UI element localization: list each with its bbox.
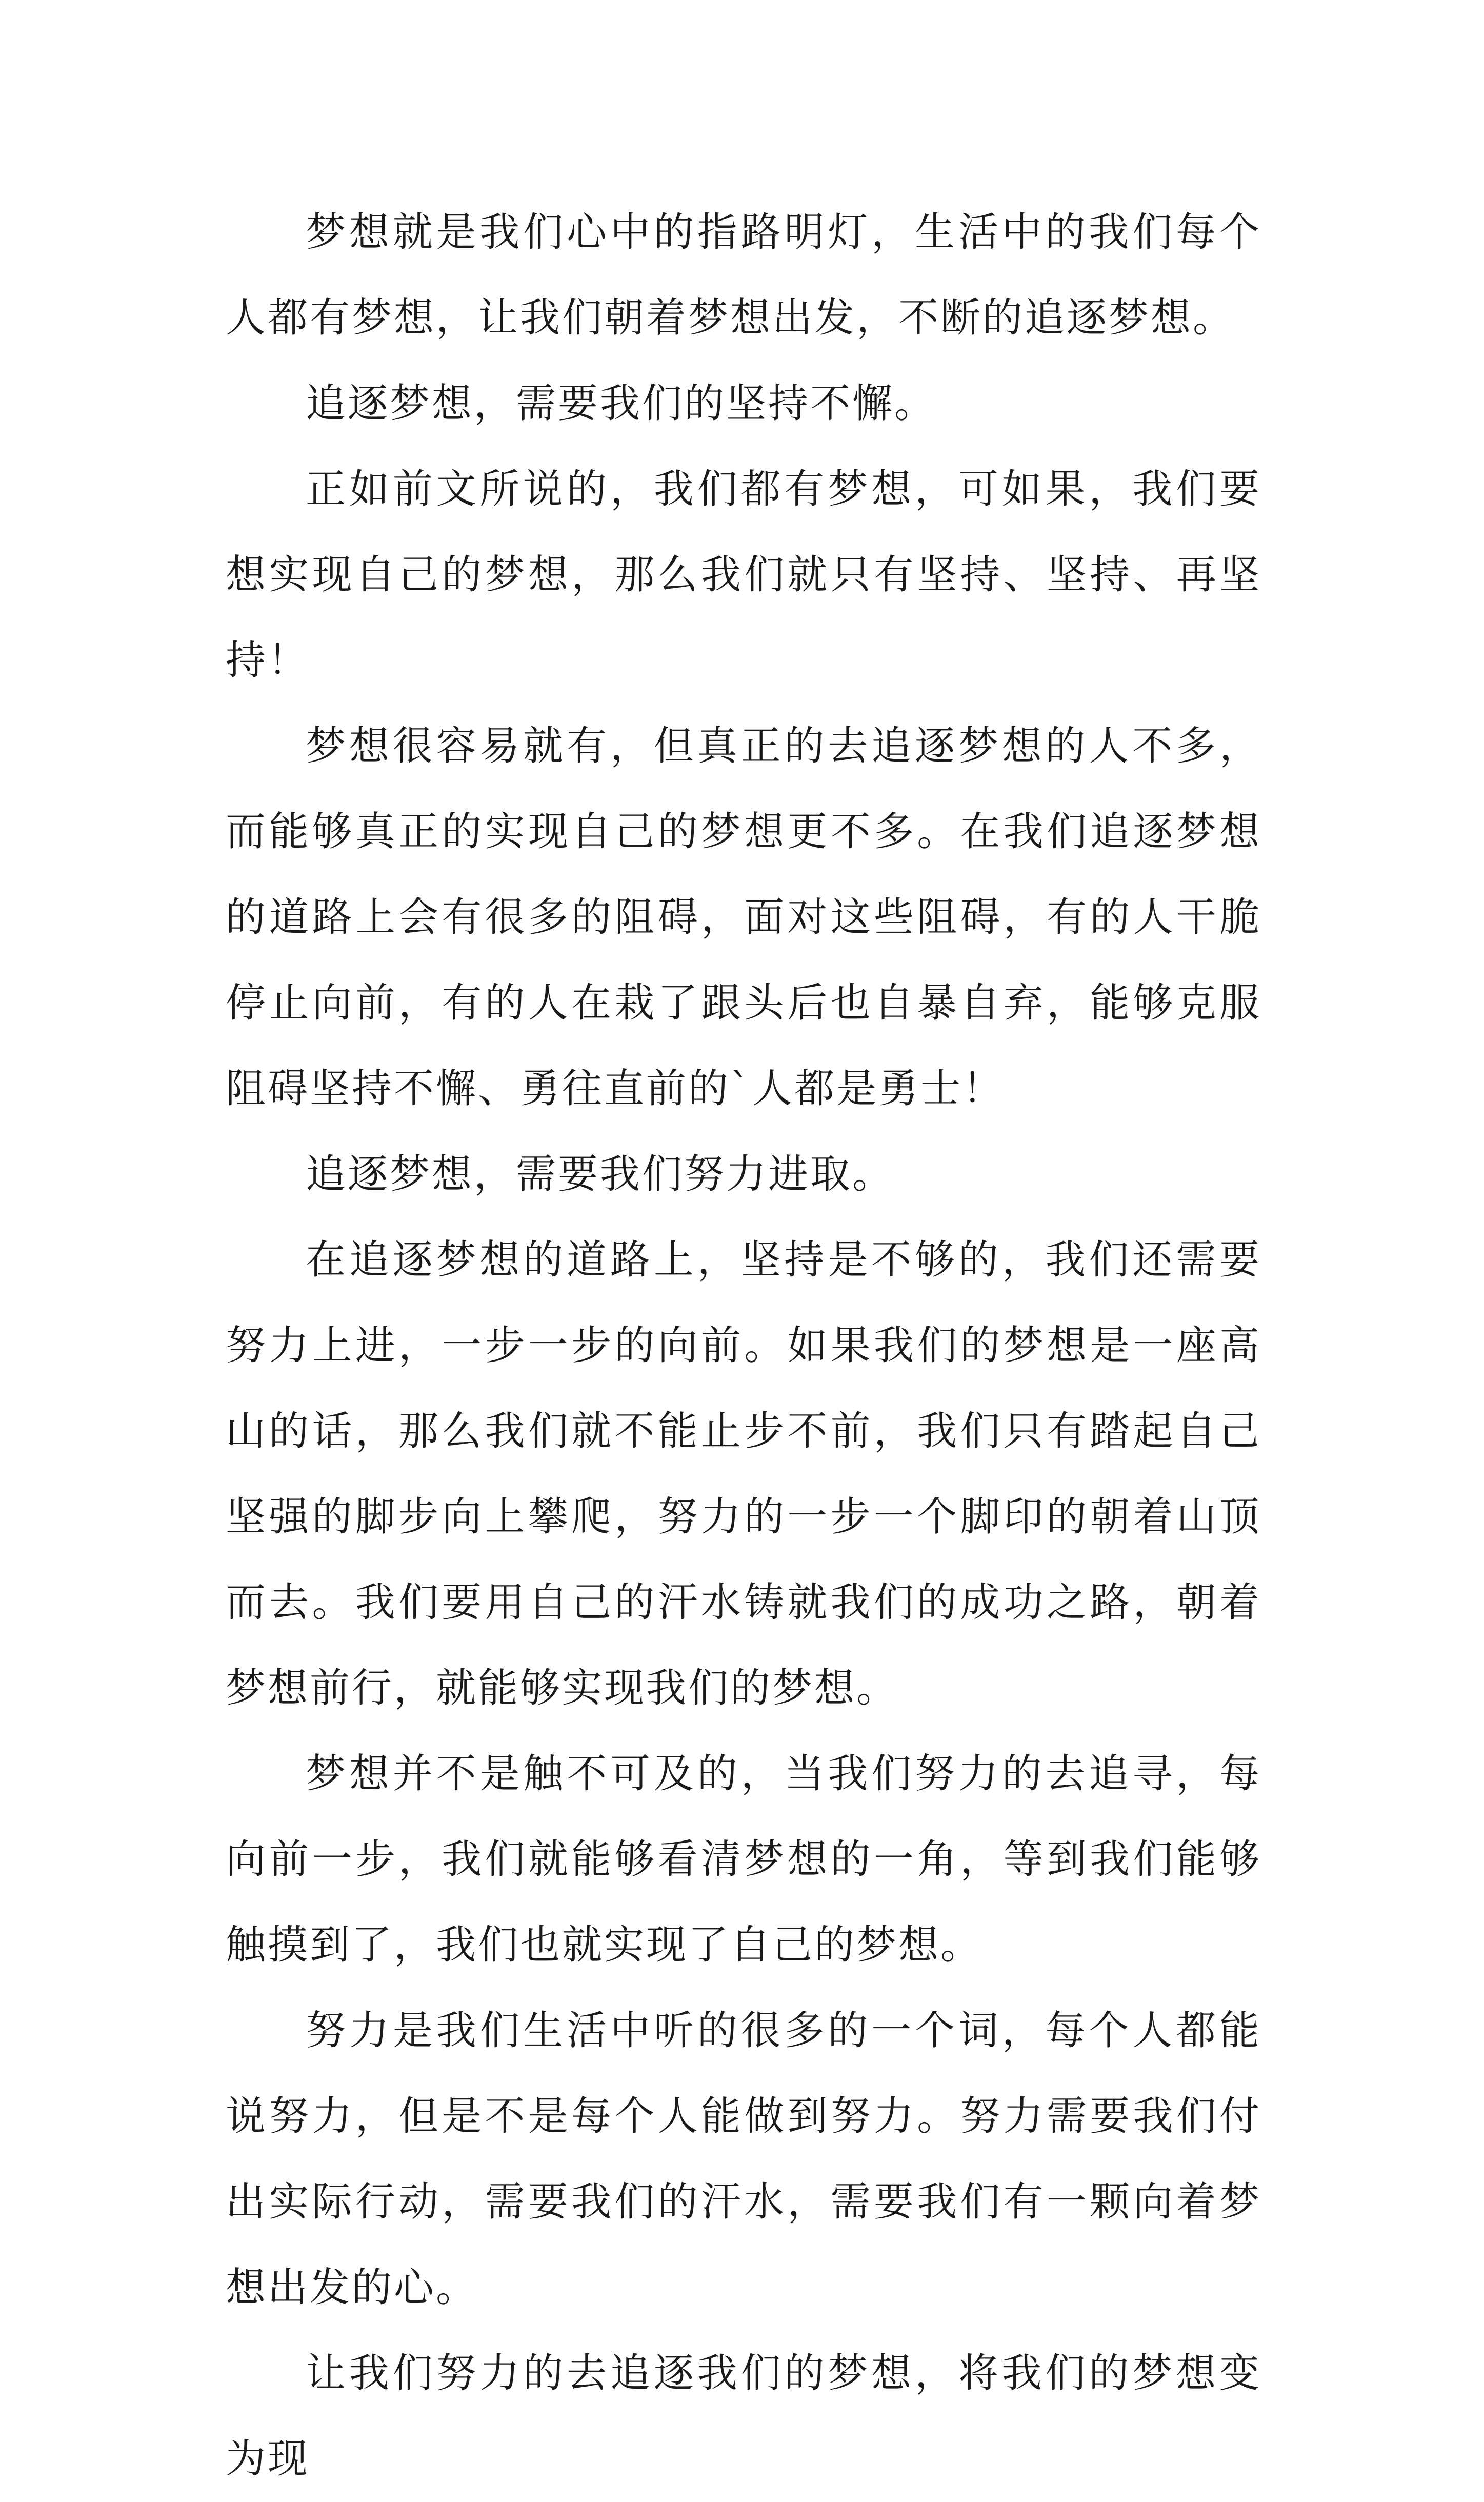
body-text	[226, 190, 1261, 2502]
paragraph: 让我们努力的去追逐我们的梦想，将我们的梦想变为现	[226, 2350, 1261, 2482]
paragraph: 梦想很容易就有，但真正的去追逐梦想的人不多，而能够真正的实现自己的梦想更不多。在我们追逐梦想的道路上会有很多的阻碍，面对这些阻碍，有的人干脆停止向前，有的人在栽了跟头后也自暴自弃，能够克服阻碍坚持不懈、勇往直前的`人都是勇士！	[226, 723, 1261, 1112]
paragraph: 追逐梦想，需要我们的坚持不懈。	[306, 381, 937, 427]
paragraph: 正如前文所说的，我们都有梦想，可如果，我们要想实现自己的梦想，那么我们就只有坚持、坚持、再坚持！	[226, 466, 1261, 684]
paragraph: 追逐梦想，需要我们努力进取。	[306, 1151, 895, 1197]
paragraph: 梦想并不是触不可及的，当我们努力的去追寻，每向前一步，我们就能够看清梦想的一角，等到我们能够触摸到了，我们也就实现了自己的梦想。	[226, 1751, 1261, 1968]
paragraph: 梦想就是我们心中的指路明灯，生活中的我们每个人都有梦想，让我们朝着梦想出发，不断的追逐梦想。	[226, 209, 1261, 341]
paragraph: 在追逐梦想的道路上，坚持是不够的，我们还需要努力上进，一步一步的向前。如果我们的梦想是一座高山的话，那么我们就不能止步不前，我们只有踏起自己坚强的脚步向上攀爬，努力的一步一个脚印的朝着山顶而去。我们要用自己的汗水铸就我们的成功之路，朝着梦想前行，就能够实现我们的梦想。	[226, 1237, 1261, 1711]
paragraph: 努力是我们生活中听的很多的一个词，每个人都能说努力，但是不是每个人能做到努力。努力需要我们付出实际行动，需要我们的汗水，需要我们有一颗向着梦想出发的心。	[226, 2008, 1261, 2311]
